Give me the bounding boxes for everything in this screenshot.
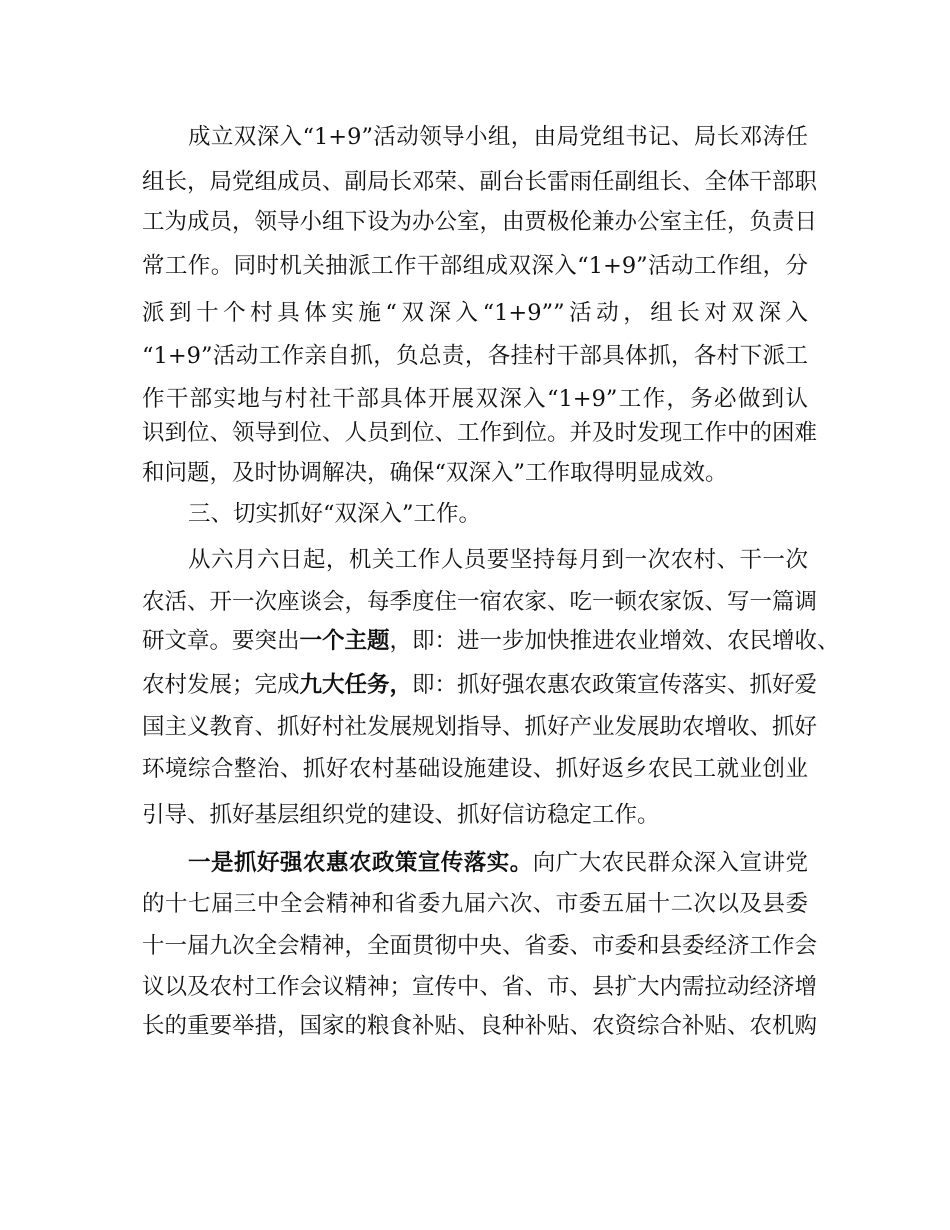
text-line (142, 889, 808, 919)
text-segment: 派到十个村具体实施“双深入“1+9””活动，组长对双深入 (142, 300, 808, 326)
text-segment: 工为成员，领导小组下设为办公室，由贾极伦兼办公室主任，负责日 (142, 209, 818, 235)
text-line (188, 848, 808, 878)
text-line (142, 931, 818, 961)
text-segment: 三、切实抓好“双深入”工作。 (188, 501, 482, 527)
text-line (142, 587, 818, 617)
text-segment: 即：抓好强农惠农政策宣传落实、抓好爱 (412, 672, 818, 698)
text-segment: 农活、开一次座谈会，每季度住一宿农家、吃一顿农家饭、写一篇调 (142, 589, 818, 615)
text-line (142, 251, 808, 281)
text-line (142, 1011, 818, 1041)
text-segment: 作干部实地与村社干部具体开展双深入“1+9”工作，务必做到认 (142, 386, 808, 412)
text-line (188, 122, 808, 152)
text-segment: 研文章。要突出 (142, 628, 300, 654)
text-line (142, 458, 728, 488)
text-line (142, 384, 808, 414)
text-segment: 成立双深入“1+9”活动领导小组，由局党组书记、局长邓涛任 (188, 124, 808, 150)
text-segment: ，即：进一步加快推进农业增效、农民增收、 (389, 628, 840, 654)
text-segment: 向广大农民群众深入宣讲党 (532, 850, 808, 876)
text-segment: 议以及农村工作会议精神；宣传中、省、市、县扩大内需拉动经济增 (142, 974, 818, 1000)
bold-text-segment: 一个主题 (299, 628, 390, 654)
text-segment: 引导、抓好基层组织党的建设、抓好信访稳定工作。 (142, 802, 660, 828)
text-segment: 从六月六日起，机关工作人员要坚持每月到一次农村、干一次 (188, 547, 808, 573)
bold-text-segment: 九大任务， (299, 672, 413, 698)
text-line (142, 670, 818, 700)
text-line (142, 712, 818, 742)
text-segment: 的十七届三中全会精神和省委九届六次、市委五届十二次以及县委 (142, 891, 808, 917)
text-segment: 农村发展；完成 (142, 672, 300, 698)
text-line (142, 341, 808, 371)
text-line (142, 972, 818, 1002)
text-segment: 长的重要举措，国家的粮食补贴、良种补贴、农资综合补贴、农机购 (142, 1013, 818, 1039)
text-segment: 环境综合整治、抓好农村基础设施建设、抓好返乡农民工就业创业 (142, 756, 808, 782)
text-line (142, 418, 818, 448)
text-segment: 组长，局党组成员、副局长邓荣、副台长雷雨任副组长、全体干部职 (142, 169, 818, 195)
text-segment: 国主义教育、抓好村社发展规划指导、抓好产业发展助农增收、抓好 (142, 714, 818, 740)
text-segment: 十一届九次全会精神，全面贯彻中央、省委、市委和县委经济工作会 (142, 933, 818, 959)
section-heading (188, 499, 518, 529)
text-segment: 常工作。同时机关抽派工作干部组成双深入“1+9”活动工作组，分 (142, 253, 808, 279)
text-line (142, 298, 808, 328)
bold-text-segment: 一是抓好强农惠农政策宣传落实。 (188, 850, 533, 876)
text-line (142, 207, 818, 237)
text-line (142, 800, 660, 830)
text-line (188, 545, 808, 575)
text-line (142, 626, 840, 656)
text-line (142, 167, 818, 197)
text-segment: “1+9”活动工作亲自抓，负总责，各挂村干部具体抓，各村下派工 (142, 343, 808, 369)
text-segment: 识到位、领导到位、人员到位、工作到位。并及时发现工作中的困难 (142, 420, 818, 446)
text-line (142, 754, 808, 784)
text-segment: 和问题，及时协调解决，确保“双深入”工作取得明显成效。 (142, 460, 728, 486)
